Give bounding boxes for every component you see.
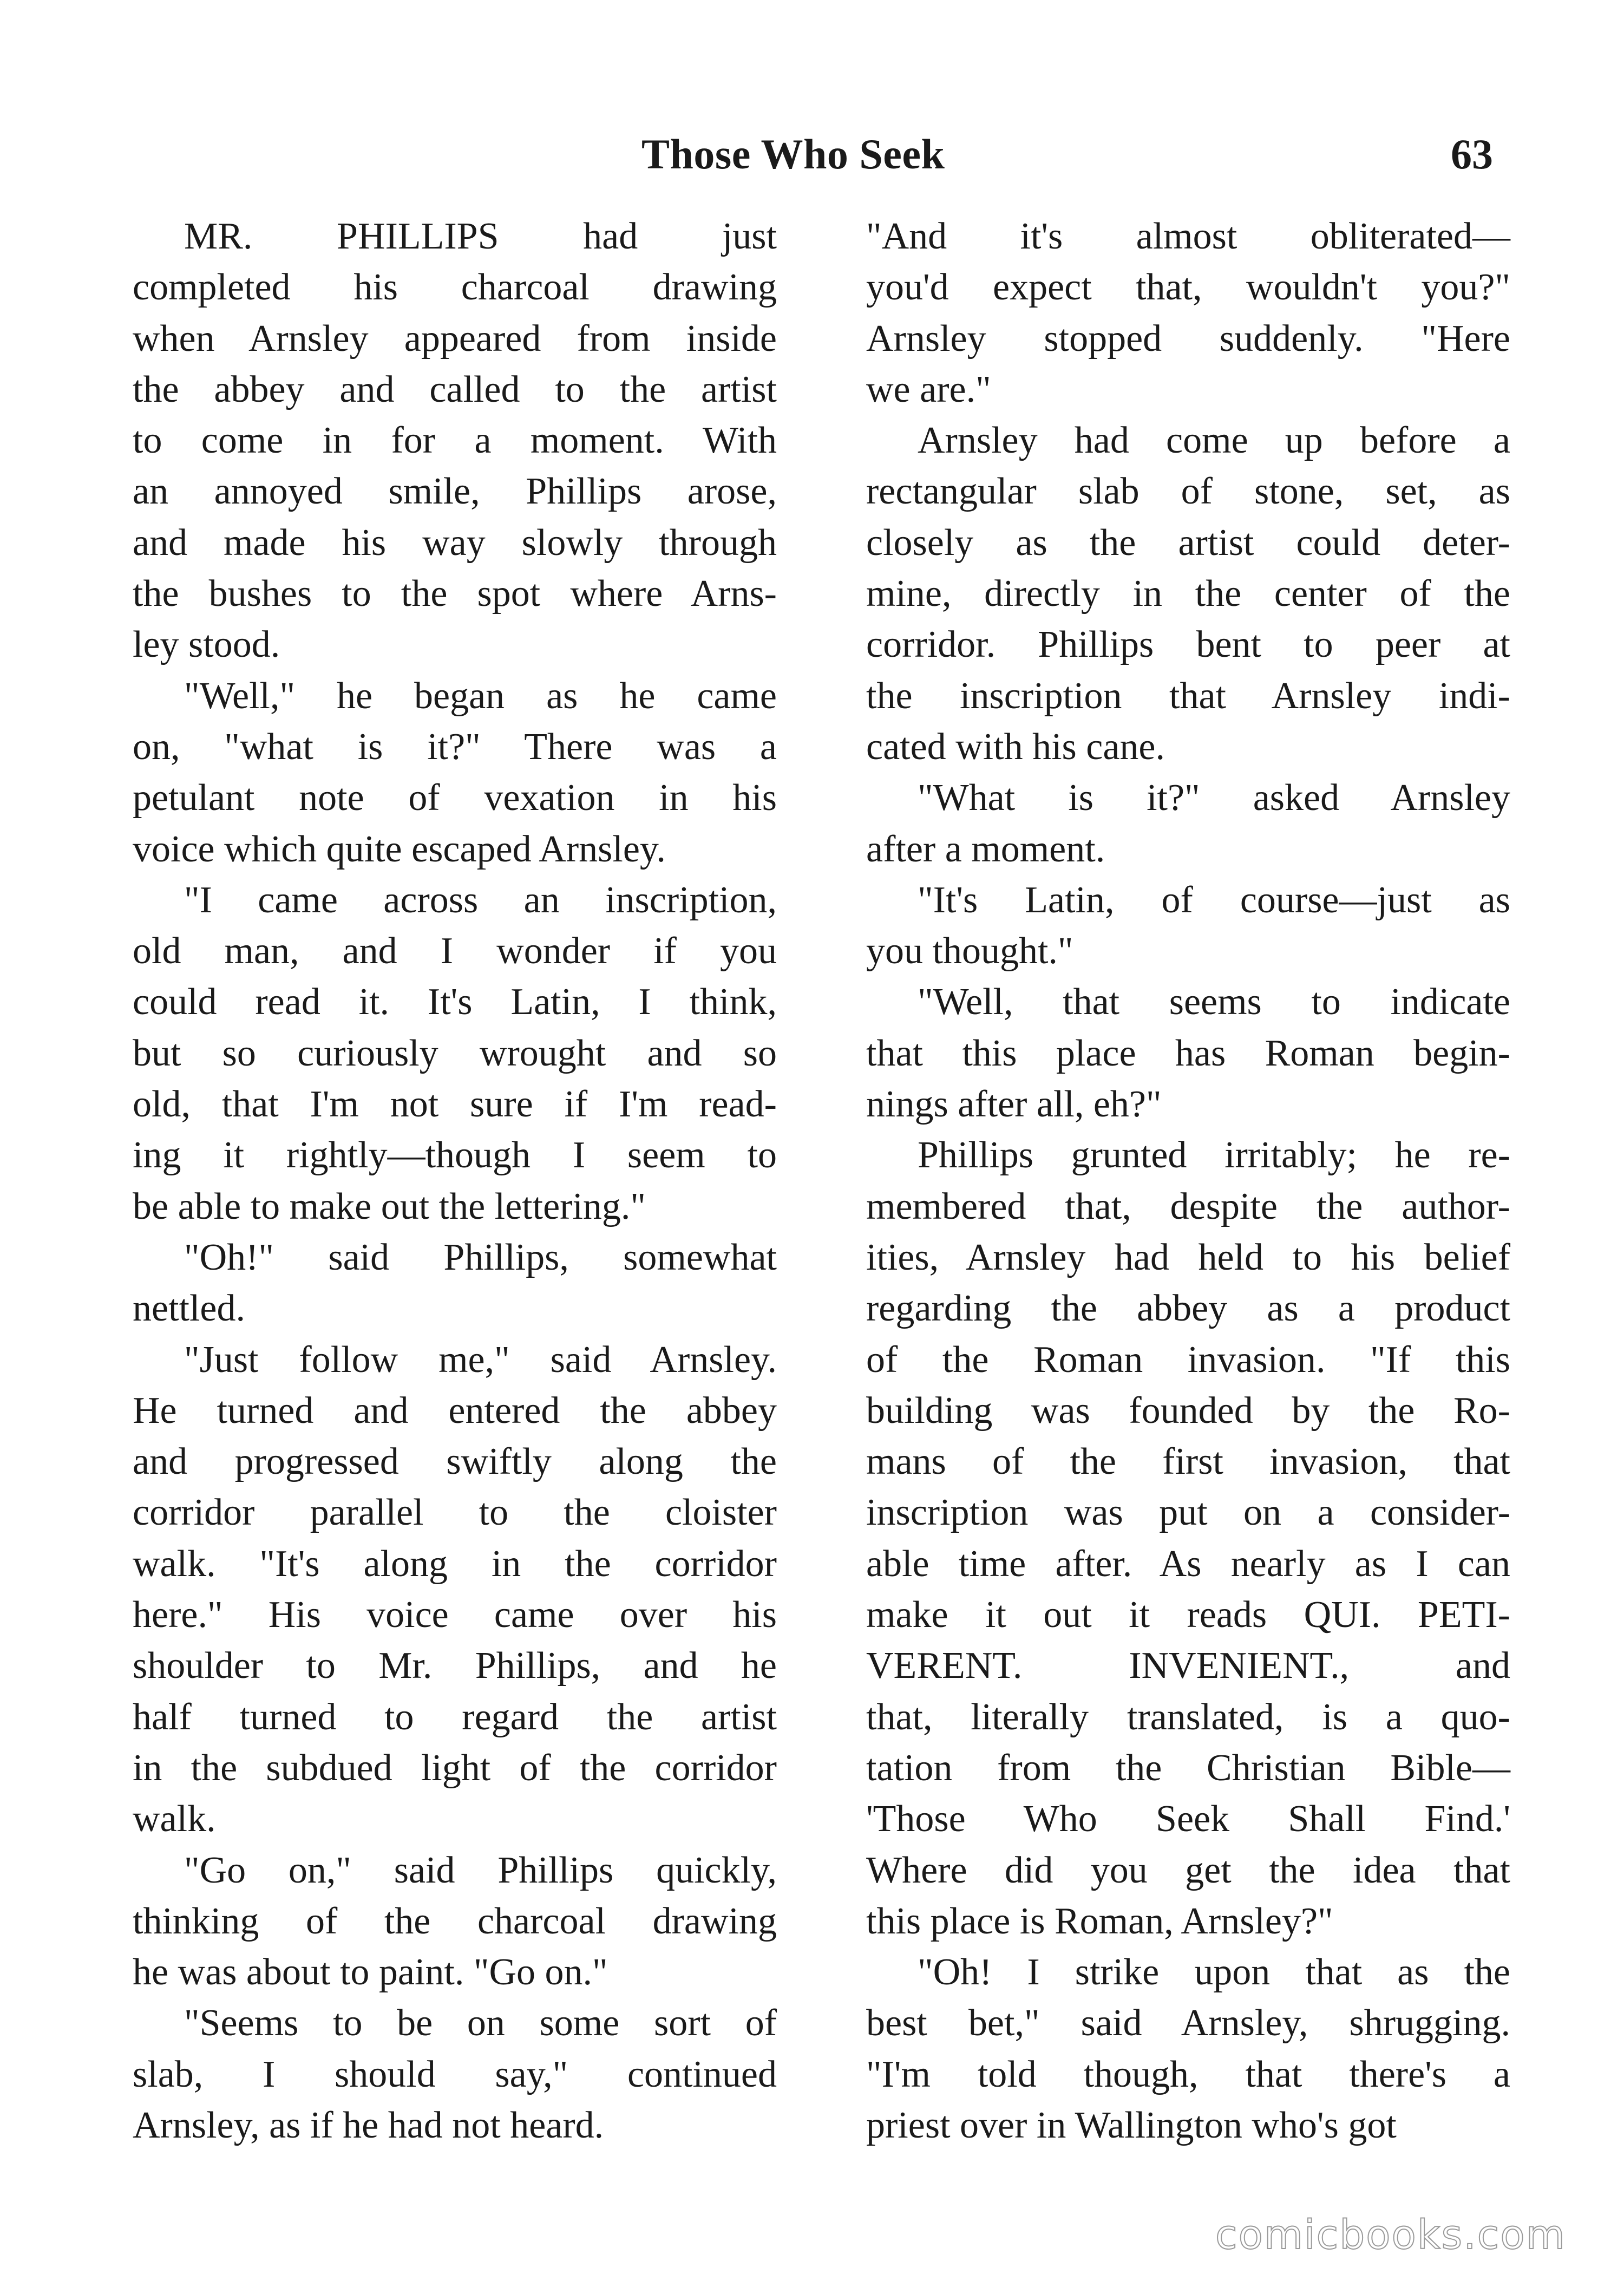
text-line: the inscription that Arnsley indi- <box>866 675 1510 717</box>
text-line: here." His voice came over his <box>133 1594 777 1636</box>
text-line: "And it's almost obliterated— <box>866 215 1510 257</box>
text-line: able time after. As nearly as I can <box>866 1543 1510 1585</box>
text-line: mans of the first invasion, that <box>866 1441 1510 1483</box>
paragraph <box>133 875 777 1232</box>
paragraph <box>133 1845 777 1998</box>
text-line: "Go on," said Phillips quickly, <box>184 1849 777 1891</box>
text-line: you thought." <box>866 930 1073 972</box>
text-line: "Oh! I strike upon that as the <box>918 1951 1510 1994</box>
text-line: corridor parallel to the cloister <box>133 1492 777 1534</box>
text-line: of the Roman invasion. "If this <box>866 1338 1510 1381</box>
text-line: walk. <box>133 1798 216 1840</box>
text-line: ities, Arnsley had held to his belief <box>866 1236 1510 1278</box>
text-line: "I'm told though, that there's a <box>866 2053 1510 2095</box>
paragraph <box>133 1232 777 1335</box>
text-line: that, literally translated, is a quo- <box>866 1696 1510 1738</box>
text-line: cated with his cane. <box>866 726 1165 768</box>
text-line: we are." <box>866 368 991 410</box>
text-line: VERENT. INVENIENT., and <box>866 1645 1510 1687</box>
watermark: comicbooks.com <box>1215 2212 1566 2258</box>
paragraph <box>133 1335 777 1845</box>
text-line: you'd expect that, wouldn't you?" <box>866 266 1510 309</box>
text-line: "It's Latin, of course—just as <box>918 879 1510 921</box>
text-line: the bushes to the spot where Arns- <box>133 573 777 615</box>
text-line: inscription was put on a consider- <box>866 1492 1510 1534</box>
text-line: Arnsley had come up before a <box>918 420 1510 462</box>
text-line: this place is Roman, Arnsley?" <box>866 1900 1333 1942</box>
paragraph <box>866 415 1510 773</box>
text-line: ing it rightly—though I seem to <box>133 1134 777 1177</box>
paragraph <box>133 211 777 671</box>
text-line: building was founded by the Ro- <box>866 1389 1510 1432</box>
text-line: priest over in Wallington who's got <box>866 2104 1397 2146</box>
paragraph <box>866 211 1510 415</box>
text-line: the abbey and called to the artist <box>133 368 777 410</box>
text-line: after a moment. <box>866 828 1105 870</box>
text-line: membered that, despite the author- <box>866 1185 1510 1227</box>
text-line: "What is it?" asked Arnsley <box>918 777 1510 819</box>
text-line: closely as the artist could deter- <box>866 521 1510 564</box>
text-line: "Just follow me," said Arnsley. <box>184 1338 777 1381</box>
text-line: Where did you get the idea that <box>866 1849 1510 1891</box>
right-text-column <box>866 211 1510 2151</box>
text-line: when Arnsley appeared from inside <box>133 317 777 360</box>
text-line: completed his charcoal drawing <box>133 266 777 309</box>
text-line: make it out it reads QUI. PETI- <box>866 1594 1510 1636</box>
text-line: "Seems to be on some sort of <box>184 2002 777 2044</box>
text-line: Arnsley stopped suddenly. "Here <box>866 317 1510 360</box>
text-line: tation from the Christian Bible— <box>866 1747 1510 1789</box>
text-line: Arnsley, as if he had not heard. <box>133 2104 604 2146</box>
text-line: voice which quite escaped Arnsley. <box>133 828 666 870</box>
text-line: and made his way slowly through <box>133 521 777 564</box>
text-line: He turned and entered the abbey <box>133 1389 777 1432</box>
text-line: nings after all, eh?" <box>866 1083 1162 1126</box>
running-title: Those Who Seek <box>641 130 945 178</box>
text-line: "Oh!" said Phillips, somewhat <box>184 1236 777 1278</box>
page-number: 63 <box>1451 130 1493 178</box>
left-text-column <box>133 211 777 2151</box>
text-line: old, that I'm not sure if I'm read- <box>133 1083 777 1126</box>
paragraph <box>866 773 1510 875</box>
paragraph <box>866 977 1510 1130</box>
text-line: rectangular slab of stone, set, as <box>866 471 1510 513</box>
text-line: to come in for a moment. With <box>133 420 777 462</box>
text-line: an annoyed smile, Phillips arose, <box>133 471 777 513</box>
text-line: in the subdued light of the corridor <box>133 1747 777 1789</box>
text-line: "Well, that seems to indicate <box>918 981 1510 1023</box>
paragraph <box>866 1947 1510 2151</box>
text-line: "I came across an inscription, <box>184 879 777 921</box>
text-line: petulant note of vexation in his <box>133 777 777 819</box>
text-line: ley stood. <box>133 624 280 666</box>
text-line: "Well," he began as he came <box>184 675 777 717</box>
paragraph <box>133 671 777 875</box>
text-line: nettled. <box>133 1288 245 1330</box>
text-line: Phillips grunted irritably; he re- <box>918 1134 1510 1177</box>
text-line: on, "what is it?" There was a <box>133 726 777 768</box>
text-line: regarding the abbey as a product <box>866 1288 1510 1330</box>
text-line: he was about to paint. "Go on." <box>133 1951 608 1994</box>
text-line: and progressed swiftly along the <box>133 1441 777 1483</box>
paragraph <box>133 1998 777 2151</box>
text-line: could read it. It's Latin, I think, <box>133 981 777 1023</box>
text-line: thinking of the charcoal drawing <box>133 1900 777 1942</box>
text-line: that this place has Roman begin- <box>866 1032 1510 1074</box>
text-line: shoulder to Mr. Phillips, and he <box>133 1645 777 1687</box>
text-line: be able to make out the lettering." <box>133 1185 646 1227</box>
text-line: slab, I should say," continued <box>133 2053 777 2095</box>
text-line: half turned to regard the artist <box>133 1696 777 1738</box>
text-line: old man, and I wonder if you <box>133 930 777 972</box>
text-line: best bet," said Arnsley, shrugging. <box>866 2002 1510 2044</box>
text-line: mine, directly in the center of the <box>866 573 1510 615</box>
paragraph <box>866 1130 1510 1947</box>
paragraph <box>866 875 1510 977</box>
text-line: walk. "It's along in the corridor <box>133 1543 777 1585</box>
text-line: corridor. Phillips bent to peer at <box>866 624 1510 666</box>
running-head <box>0 130 1624 190</box>
text-line: MR. PHILLIPS had just <box>184 215 777 257</box>
text-line: 'Those Who Seek Shall Find.' <box>866 1798 1510 1840</box>
text-line: but so curiously wrought and so <box>133 1032 777 1074</box>
